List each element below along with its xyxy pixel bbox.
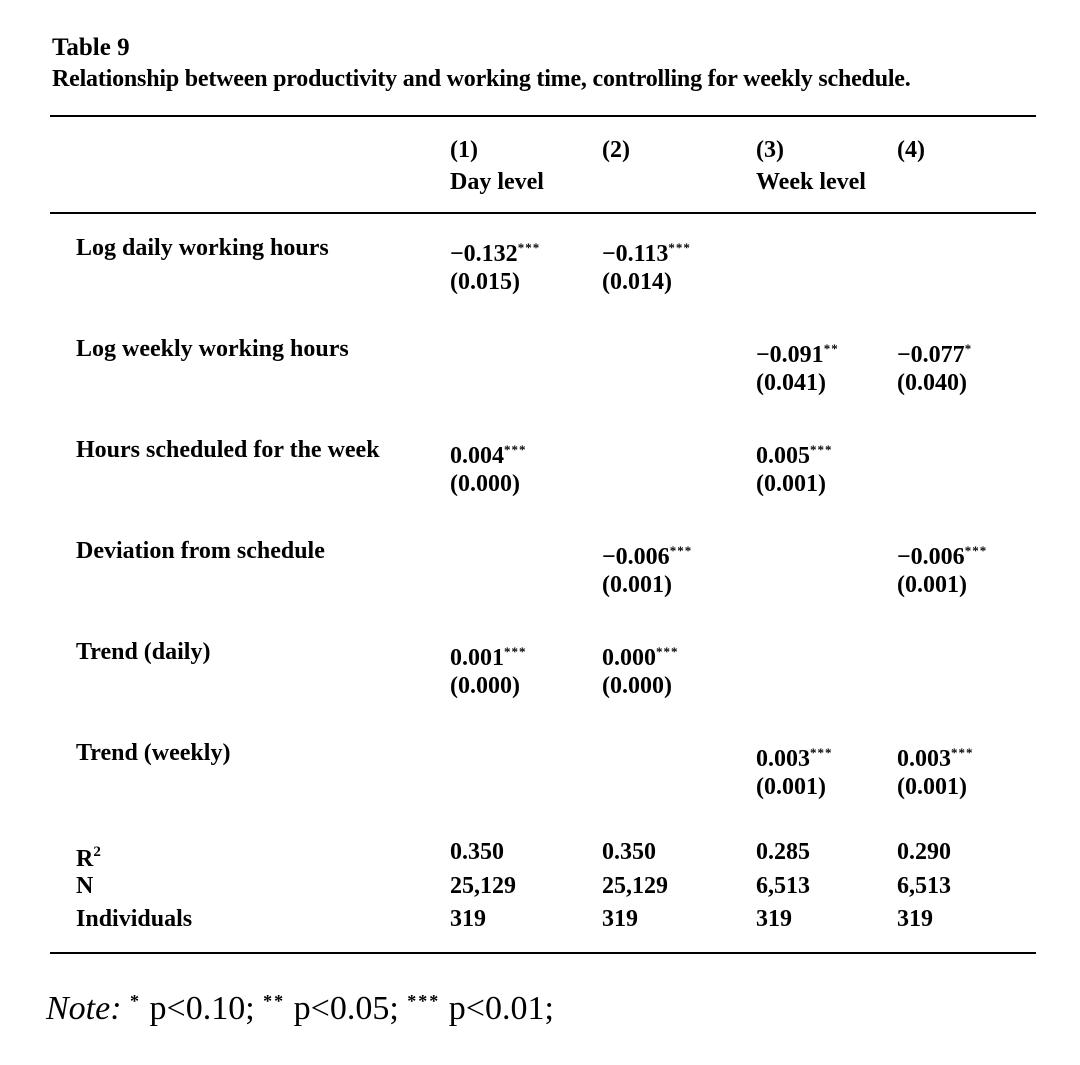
- coefficient-cell: [897, 535, 987, 573]
- coefficient-value: 0.000: [602, 645, 656, 671]
- significance-stars: **: [823, 341, 839, 356]
- coefficient-cell: [897, 333, 972, 371]
- significance-stars: ***: [656, 644, 679, 659]
- coefficient-cell: [897, 737, 974, 775]
- standard-error: (0.001): [897, 572, 967, 598]
- note-lead: Note:: [46, 990, 122, 1027]
- bottom-rule: [50, 952, 1036, 954]
- coefficient-cell: [756, 737, 833, 775]
- significance-stars: ***: [504, 644, 527, 659]
- coefficient-value: 0.003: [897, 746, 951, 772]
- coefficient-value: −0.113: [602, 241, 669, 267]
- stat-n-4: 6,513: [897, 873, 951, 899]
- standard-error: (0.015): [450, 269, 520, 295]
- note-stars-1: *: [130, 991, 142, 1011]
- column-header-4: (4): [897, 137, 925, 163]
- standard-error: (0.000): [450, 471, 520, 497]
- stat-individuals-3: 319: [756, 906, 792, 932]
- standard-error: (0.040): [897, 370, 967, 396]
- coefficient-cell: [450, 636, 527, 674]
- stat-r2-3: 0.285: [756, 839, 810, 865]
- significance-stars: ***: [668, 240, 691, 255]
- header-rule: [50, 212, 1036, 214]
- column-group-day: Day level: [450, 169, 544, 195]
- standard-error: (0.001): [602, 572, 672, 598]
- stat-individuals-4: 319: [897, 906, 933, 932]
- significance-stars: *: [964, 341, 973, 356]
- top-rule: [50, 115, 1036, 117]
- coefficient-value: 0.003: [756, 746, 810, 772]
- coefficient-cell: [602, 232, 691, 270]
- standard-error: (0.001): [756, 471, 826, 497]
- coefficient-cell: [602, 636, 679, 674]
- row-label: Trend (weekly): [76, 740, 231, 766]
- standard-error: (0.000): [602, 673, 672, 699]
- stat-label-n: N: [76, 873, 94, 899]
- stat-r2-4: 0.290: [897, 839, 951, 865]
- stat-individuals-2: 319: [602, 906, 638, 932]
- row-label: Log weekly working hours: [76, 336, 349, 362]
- column-group-week: Week level: [756, 169, 866, 195]
- row-label: Log daily working hours: [76, 235, 329, 261]
- standard-error: (0.001): [897, 774, 967, 800]
- coefficient-value: −0.006: [602, 544, 670, 570]
- column-header-3: (3): [756, 137, 784, 163]
- stat-r2-2: 0.350: [602, 839, 656, 865]
- stat-label-r2-text: R: [76, 846, 94, 872]
- stat-label-individuals: Individuals: [76, 906, 193, 932]
- row-label: Deviation from schedule: [76, 538, 325, 564]
- table-caption: Relationship between productivity and working time, controlling for weekly schedule.: [52, 66, 911, 92]
- coefficient-cell: [450, 232, 540, 270]
- significance-stars: ***: [504, 442, 527, 457]
- stat-r2-1: 0.350: [450, 839, 504, 865]
- coefficient-value: −0.091: [756, 342, 824, 368]
- table-title: Table 9: [52, 34, 130, 61]
- stat-n-1: 25,129: [450, 873, 516, 899]
- stat-individuals-1: 319: [450, 906, 486, 932]
- significance-stars: ***: [669, 543, 693, 558]
- significance-stars: ***: [951, 745, 974, 760]
- significance-stars: ***: [517, 240, 541, 255]
- stat-n-2: 25,129: [602, 873, 668, 899]
- coefficient-cell: [756, 434, 833, 472]
- standard-error: (0.001): [756, 774, 826, 800]
- significance-note: [46, 990, 554, 1028]
- coefficient-cell: [450, 434, 527, 472]
- stat-n-3: 6,513: [756, 873, 810, 899]
- significance-stars: ***: [964, 543, 988, 558]
- note-text-2: p<0.05;: [293, 990, 399, 1027]
- coefficient-value: 0.004: [450, 443, 504, 469]
- column-header-2: (2): [602, 137, 630, 163]
- coefficient-value: 0.001: [450, 645, 504, 671]
- column-header-1: (1): [450, 137, 478, 163]
- row-label: Hours scheduled for the week: [76, 437, 380, 463]
- row-label: Trend (daily): [76, 639, 211, 665]
- standard-error: (0.041): [756, 370, 826, 396]
- standard-error: (0.000): [450, 673, 520, 699]
- significance-stars: ***: [810, 745, 833, 760]
- coefficient-value: −0.132: [450, 241, 518, 267]
- coefficient-value: −0.077: [897, 342, 965, 368]
- coefficient-value: 0.005: [756, 443, 810, 469]
- coefficient-cell: [756, 333, 839, 371]
- note-stars-2: **: [263, 991, 286, 1011]
- standard-error: (0.014): [602, 269, 672, 295]
- coefficient-value: −0.006: [897, 544, 965, 570]
- coefficient-cell: [602, 535, 692, 573]
- note-text-3: p<0.01;: [448, 990, 554, 1027]
- significance-stars: ***: [810, 442, 833, 457]
- stat-label-r2-sup: 2: [93, 844, 101, 860]
- note-stars-3: ***: [407, 991, 441, 1011]
- note-text-1: p<0.10;: [149, 990, 255, 1027]
